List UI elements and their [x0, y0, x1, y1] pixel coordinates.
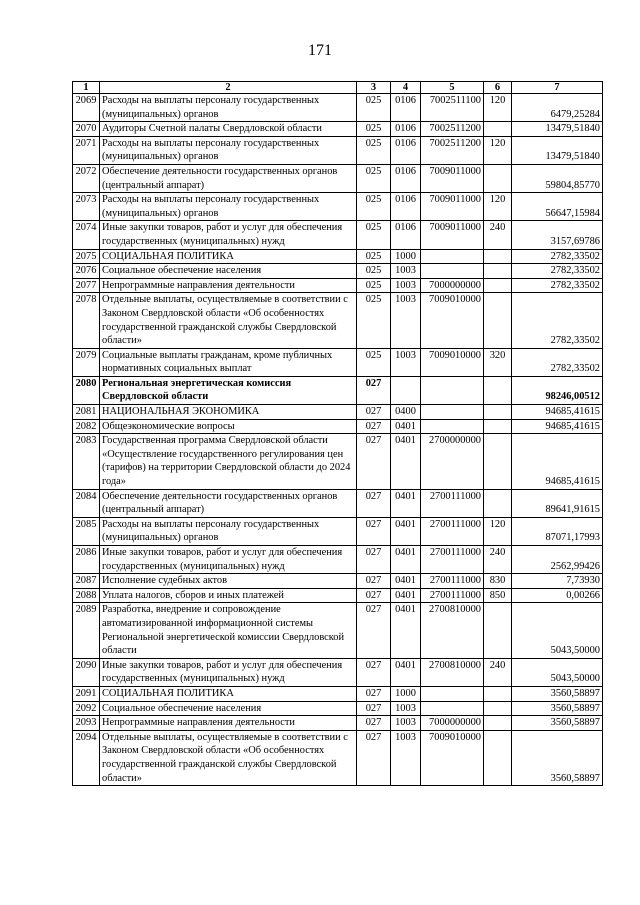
target-article-code	[421, 405, 484, 420]
ministry-code: 025	[357, 293, 391, 348]
target-article-code: 7002511100	[421, 94, 484, 122]
target-article-code: 2700810000	[421, 603, 484, 658]
table-row	[73, 588, 603, 603]
ministry-code: 027	[357, 546, 391, 574]
amount: 3560,58897	[512, 686, 603, 701]
target-article-code: 7009010000	[421, 730, 484, 785]
table-row	[73, 434, 603, 489]
amount: 3560,58897	[512, 730, 603, 785]
expense-type-code	[484, 701, 512, 716]
row-number: 2089	[73, 603, 100, 658]
target-article-code: 7009010000	[421, 348, 484, 376]
expense-type-code	[484, 405, 512, 420]
table-row	[73, 221, 603, 249]
table-row	[73, 603, 603, 658]
row-name: НАЦИОНАЛЬНАЯ ЭКОНОМИКА	[100, 405, 357, 420]
ministry-code: 027	[357, 434, 391, 489]
row-name: Расходы на выплаты персоналу государственных (муниципальных) органов	[100, 517, 357, 545]
amount: 87071,17993	[512, 517, 603, 545]
ministry-code: 027	[357, 405, 391, 420]
expense-type-code: 120	[484, 94, 512, 122]
row-number: 2094	[73, 730, 100, 785]
amount: 56647,15984	[512, 193, 603, 221]
section-code: 0401	[391, 574, 421, 589]
column-header: 2	[100, 82, 357, 94]
table-row	[73, 122, 603, 137]
amount: 3560,58897	[512, 701, 603, 716]
amount: 2782,33502	[512, 264, 603, 279]
amount: 59804,85770	[512, 164, 603, 192]
row-name: Непрограммные направления деятельности	[100, 278, 357, 293]
section-code: 0106	[391, 136, 421, 164]
row-name: Социальные выплаты гражданам, кроме публичных нормативных социальных выплат	[100, 348, 357, 376]
table-row	[73, 278, 603, 293]
target-article-code	[421, 686, 484, 701]
target-article-code: 7000000000	[421, 716, 484, 731]
amount: 98246,00512	[512, 376, 603, 404]
row-number: 2073	[73, 193, 100, 221]
table-row	[73, 716, 603, 731]
section-code: 1003	[391, 730, 421, 785]
target-article-code: 7002511200	[421, 136, 484, 164]
amount: 2782,33502	[512, 249, 603, 264]
amount: 2782,33502	[512, 293, 603, 348]
section-code: 0106	[391, 122, 421, 137]
row-name: Непрограммные направления деятельности	[100, 716, 357, 731]
table-row	[73, 658, 603, 686]
expense-type-code	[484, 164, 512, 192]
expense-type-code	[484, 376, 512, 404]
column-header: 5	[421, 82, 484, 94]
row-name: Иные закупки товаров, работ и услуг для обеспечения государственных (муниципальных) нужд	[100, 658, 357, 686]
column-header: 3	[357, 82, 391, 94]
expense-type-code	[484, 716, 512, 731]
ministry-code: 027	[357, 588, 391, 603]
ministry-code: 027	[357, 376, 391, 404]
section-code: 0401	[391, 546, 421, 574]
row-number: 2093	[73, 716, 100, 731]
target-article-code: 2700810000	[421, 658, 484, 686]
target-article-code: 2700111000	[421, 546, 484, 574]
table-row	[73, 730, 603, 785]
row-number: 2075	[73, 249, 100, 264]
expense-type-code	[484, 686, 512, 701]
expense-type-code	[484, 264, 512, 279]
row-number: 2078	[73, 293, 100, 348]
amount: 3560,58897	[512, 716, 603, 731]
row-number: 2083	[73, 434, 100, 489]
table-row	[73, 249, 603, 264]
expense-type-code: 240	[484, 658, 512, 686]
amount: 94685,41615	[512, 405, 603, 420]
table-row	[73, 405, 603, 420]
row-name: Иные закупки товаров, работ и услуг для обеспечения государственных (муниципальных) нужд	[100, 221, 357, 249]
row-name: СОЦИАЛЬНАЯ ПОЛИТИКА	[100, 249, 357, 264]
table-row	[73, 136, 603, 164]
ministry-code: 027	[357, 730, 391, 785]
expense-type-code: 120	[484, 517, 512, 545]
target-article-code: 7002511200	[421, 122, 484, 137]
section-code: 0106	[391, 221, 421, 249]
row-name: Государственная программа Свердловской области «Осуществление государственного регулирования цен (тарифов) на территории Свердловской области до 2024 года»	[100, 434, 357, 489]
row-number: 2071	[73, 136, 100, 164]
row-number: 2079	[73, 348, 100, 376]
amount: 7,73930	[512, 574, 603, 589]
expense-type-code	[484, 730, 512, 785]
amount: 2782,33502	[512, 278, 603, 293]
section-code: 0401	[391, 658, 421, 686]
row-name: Исполнение судебных актов	[100, 574, 357, 589]
column-header: 1	[73, 82, 100, 94]
amount: 2562,99426	[512, 546, 603, 574]
ministry-code: 025	[357, 122, 391, 137]
table-row	[73, 489, 603, 517]
ministry-code: 027	[357, 603, 391, 658]
row-number: 2076	[73, 264, 100, 279]
row-name: Отдельные выплаты, осуществляемые в соответствии с Законом Свердловской области «Об особенностях государственной гражданской службы Свердловской области»	[100, 293, 357, 348]
ministry-code: 025	[357, 164, 391, 192]
row-name: Социальное обеспечение населения	[100, 701, 357, 716]
column-header: 6	[484, 82, 512, 94]
row-number: 2092	[73, 701, 100, 716]
target-article-code: 2700111000	[421, 574, 484, 589]
amount: 5043,50000	[512, 658, 603, 686]
amount: 0,00266	[512, 588, 603, 603]
section-code: 1003	[391, 716, 421, 731]
amount: 89641,91615	[512, 489, 603, 517]
amount: 94685,41615	[512, 419, 603, 434]
row-name: Обеспечение деятельности государственных органов (центральный аппарат)	[100, 489, 357, 517]
target-article-code	[421, 249, 484, 264]
row-name: Аудиторы Счетной палаты Свердловской области	[100, 122, 357, 137]
row-name: СОЦИАЛЬНАЯ ПОЛИТИКА	[100, 686, 357, 701]
row-number: 2070	[73, 122, 100, 137]
table-row	[73, 293, 603, 348]
ministry-code: 025	[357, 278, 391, 293]
table-row	[73, 574, 603, 589]
amount: 3157,69786	[512, 221, 603, 249]
row-number: 2084	[73, 489, 100, 517]
expense-type-code: 850	[484, 588, 512, 603]
row-number: 2080	[73, 376, 100, 404]
section-code	[391, 376, 421, 404]
section-code: 0401	[391, 419, 421, 434]
section-code: 1003	[391, 701, 421, 716]
amount: 13479,51840	[512, 122, 603, 137]
row-number: 2088	[73, 588, 100, 603]
section-code: 0401	[391, 588, 421, 603]
table-row	[73, 164, 603, 192]
row-name: Региональная энергетическая комиссия Свердловской области	[100, 376, 357, 404]
row-number: 2086	[73, 546, 100, 574]
row-name: Иные закупки товаров, работ и услуг для обеспечения государственных (муниципальных) нужд	[100, 546, 357, 574]
expense-type-code	[484, 122, 512, 137]
row-name: Отдельные выплаты, осуществляемые в соответствии с Законом Свердловской области «Об особенностях государственной гражданской службы Свердловской области»	[100, 730, 357, 785]
table-header-row	[73, 82, 603, 94]
section-code: 1003	[391, 264, 421, 279]
row-number: 2072	[73, 164, 100, 192]
row-number: 2074	[73, 221, 100, 249]
expense-type-code: 240	[484, 546, 512, 574]
section-code: 0401	[391, 603, 421, 658]
section-code: 0106	[391, 164, 421, 192]
amount: 94685,41615	[512, 434, 603, 489]
ministry-code: 025	[357, 264, 391, 279]
row-name: Расходы на выплаты персоналу государственных (муниципальных) органов	[100, 94, 357, 122]
section-code: 0106	[391, 193, 421, 221]
target-article-code	[421, 419, 484, 434]
expense-type-code	[484, 434, 512, 489]
ministry-code: 027	[357, 517, 391, 545]
amount: 5043,50000	[512, 603, 603, 658]
amount: 2782,33502	[512, 348, 603, 376]
section-code: 1003	[391, 278, 421, 293]
target-article-code	[421, 264, 484, 279]
row-number: 2081	[73, 405, 100, 420]
table-row	[73, 419, 603, 434]
expense-type-code: 120	[484, 136, 512, 164]
section-code: 1000	[391, 686, 421, 701]
row-number: 2077	[73, 278, 100, 293]
ministry-code: 025	[357, 193, 391, 221]
section-code: 1000	[391, 249, 421, 264]
section-code: 1003	[391, 348, 421, 376]
target-article-code: 2700111000	[421, 489, 484, 517]
table-row	[73, 701, 603, 716]
amount: 6479,25284	[512, 94, 603, 122]
budget-table	[72, 81, 603, 786]
ministry-code: 027	[357, 419, 391, 434]
section-code: 0400	[391, 405, 421, 420]
ministry-code: 025	[357, 136, 391, 164]
target-article-code: 7009011000	[421, 221, 484, 249]
ministry-code: 025	[357, 249, 391, 264]
target-article-code: 7000000000	[421, 278, 484, 293]
ministry-code: 027	[357, 489, 391, 517]
ministry-code: 027	[357, 701, 391, 716]
expense-type-code	[484, 249, 512, 264]
ministry-code: 025	[357, 221, 391, 249]
target-article-code: 7009011000	[421, 193, 484, 221]
row-name: Расходы на выплаты персоналу государственных (муниципальных) органов	[100, 193, 357, 221]
row-name: Расходы на выплаты персоналу государственных (муниципальных) органов	[100, 136, 357, 164]
table-row	[73, 348, 603, 376]
section-code: 0401	[391, 489, 421, 517]
ministry-code: 027	[357, 716, 391, 731]
row-number: 2082	[73, 419, 100, 434]
target-article-code: 7009011000	[421, 164, 484, 192]
expense-type-code	[484, 603, 512, 658]
target-article-code	[421, 701, 484, 716]
table-row	[73, 193, 603, 221]
expense-type-code	[484, 293, 512, 348]
table-row	[73, 686, 603, 701]
table-row	[73, 94, 603, 122]
section-code: 0401	[391, 517, 421, 545]
table-row	[73, 517, 603, 545]
target-article-code: 2700111000	[421, 517, 484, 545]
row-number: 2069	[73, 94, 100, 122]
row-name: Разработка, внедрение и сопровождение автоматизированной информационной системы Региональной энергетической комиссии Свердловской области	[100, 603, 357, 658]
target-article-code: 2700000000	[421, 434, 484, 489]
expense-type-code: 240	[484, 221, 512, 249]
expense-type-code: 120	[484, 193, 512, 221]
row-number: 2085	[73, 517, 100, 545]
table-row	[73, 264, 603, 279]
amount: 13479,51840	[512, 136, 603, 164]
table-body	[73, 94, 603, 786]
target-article-code	[421, 376, 484, 404]
section-code: 0401	[391, 434, 421, 489]
section-code: 1003	[391, 293, 421, 348]
expense-type-code: 320	[484, 348, 512, 376]
section-code: 0106	[391, 94, 421, 122]
expense-type-code	[484, 419, 512, 434]
ministry-code: 027	[357, 686, 391, 701]
row-name: Обеспечение деятельности государственных органов (центральный аппарат)	[100, 164, 357, 192]
ministry-code: 025	[357, 348, 391, 376]
column-header: 7	[512, 82, 603, 94]
ministry-code: 025	[357, 94, 391, 122]
row-name: Социальное обеспечение населения	[100, 264, 357, 279]
target-article-code: 2700111000	[421, 588, 484, 603]
table-row	[73, 546, 603, 574]
column-header: 4	[391, 82, 421, 94]
row-name: Общеэкономические вопросы	[100, 419, 357, 434]
expense-type-code	[484, 278, 512, 293]
row-number: 2090	[73, 658, 100, 686]
ministry-code: 027	[357, 658, 391, 686]
ministry-code: 027	[357, 574, 391, 589]
expense-type-code	[484, 489, 512, 517]
row-name: Уплата налогов, сборов и иных платежей	[100, 588, 357, 603]
row-number: 2091	[73, 686, 100, 701]
table-row	[73, 376, 603, 404]
target-article-code: 7009010000	[421, 293, 484, 348]
expense-type-code: 830	[484, 574, 512, 589]
row-number: 2087	[73, 574, 100, 589]
page-number: 171	[308, 42, 332, 59]
